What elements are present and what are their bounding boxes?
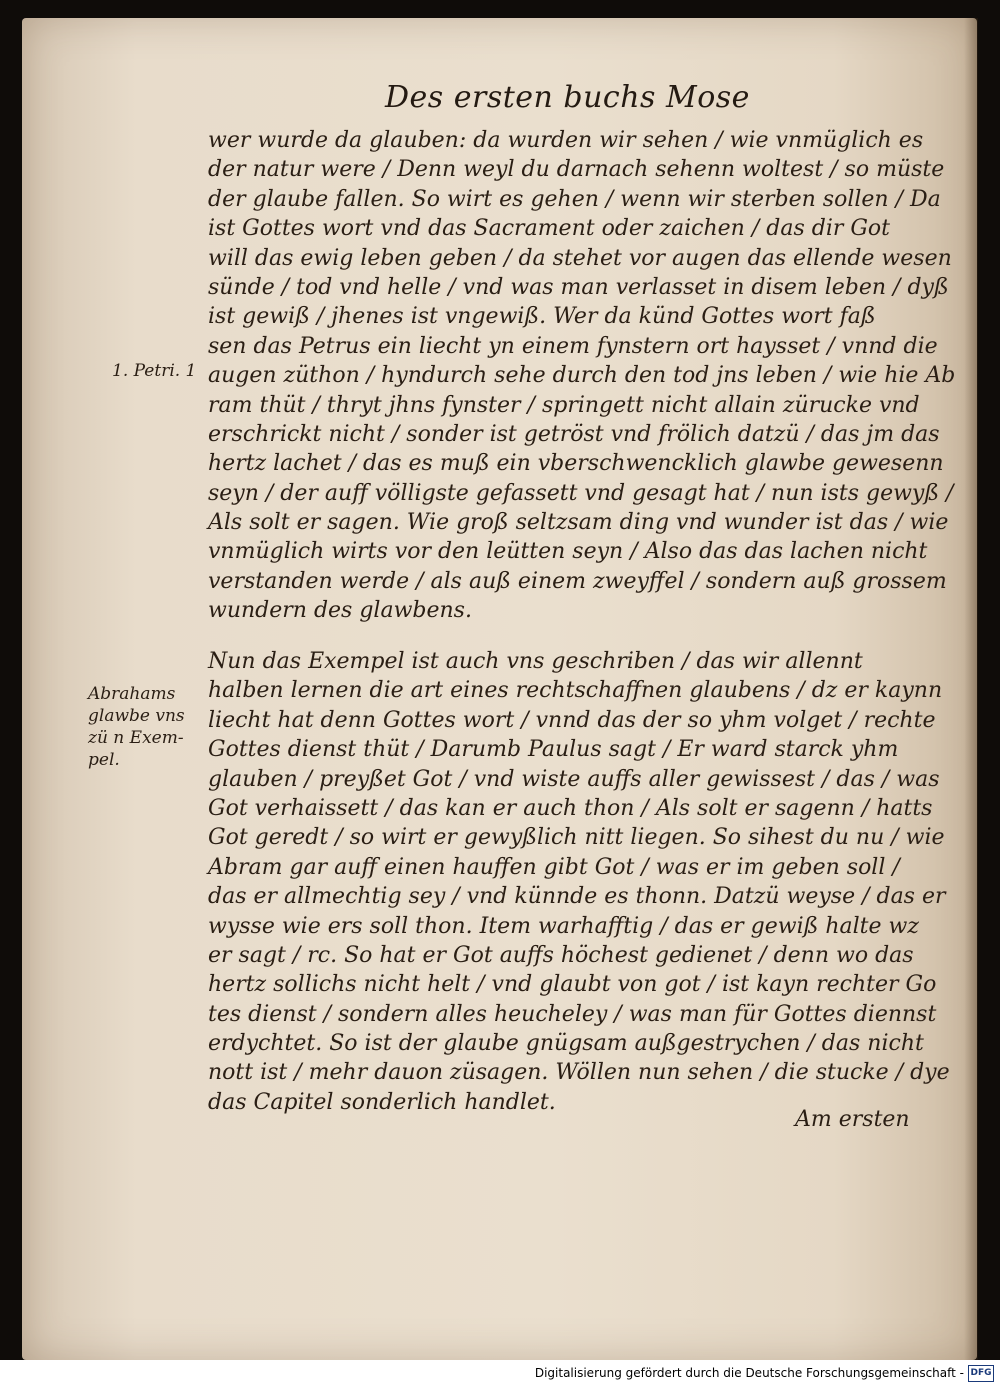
text-line: Als solt er sagen. Wie groß seltzsam ding vnd wunder ist das / wie: [208, 510, 949, 536]
text-line: vnmüglich wirts vor den leütten seyn / Also das das lachen nicht: [208, 539, 928, 565]
footer-bar: [0, 1360, 1000, 1387]
text-line: erschrickt nicht / sonder ist getröst vnd frölich datzü / das jm das: [208, 421, 940, 447]
paragraph-2: [208, 647, 950, 1117]
text-line: Gottes dienst thüt / Darumb Paulus sagt / Er ward starck yhm: [208, 737, 899, 763]
text-line: das Capitel sonderlich handlet.: [208, 1089, 556, 1115]
text-line: ist gewiß / jhenes ist vngewiß. Wer da künd Gottes wort faß: [208, 304, 876, 330]
text-line: Abram gar auff einen hauffen gibt Got / was er im geben soll /: [208, 854, 900, 880]
text-line: sünde / tod vnd helle / vnd was man verlasset in disem leben / dyß: [208, 274, 949, 300]
text-line: augen züthon / hyndurch sehe durch den tod jns leben / wie hie Ab: [208, 363, 956, 389]
text-line: wer wurde da glauben: da wurden wir sehen / wie vnmüglich es: [208, 128, 924, 153]
text-line: glauben / preyßet Got / vnd wiste auffs aller gewissest / das / was: [208, 766, 940, 792]
text-line: will das ewig leben geben / da stehet vor augen das ellende wesen: [208, 245, 952, 271]
text-line: tes dienst / sondern alles heucheley / was man für Gottes diennst: [208, 1001, 937, 1027]
page-spine-shadow: [964, 18, 978, 1360]
margin-note-line: zü n Exem-: [88, 728, 184, 748]
text-line: sen das Petrus ein liecht yn einem fynstern ort haysset / vnnd die: [208, 333, 938, 359]
text-line: Got geredt / so wirt er gewyßlich nitt liegen. So sihest du nu / wie: [208, 825, 945, 851]
text-line: der natur were / Denn weyl du darnach sehenn woltest / so müste: [208, 157, 945, 183]
dfg-logo: DFG: [968, 1365, 994, 1382]
margin-note-abrahams: [88, 683, 185, 771]
text-line: er sagt / rc. So hat er Got auffs höchest gedienet / denn wo das: [208, 942, 914, 968]
text-line: liecht hat denn Gottes wort / vnnd das der so yhm volget / rechte: [208, 707, 936, 733]
text-line: der glaube fallen. So wirt es gehen / wenn wir sterben sollen / Da: [208, 186, 941, 212]
margin-note-petri: 1. Petri. 1: [112, 361, 197, 381]
margin-note-line: glawbe vns: [88, 706, 185, 726]
text-line: seyn / der auff völligste gefassett vnd gesagt hat / nun ists gewyß /: [208, 480, 954, 506]
text-line: hertz sollichs nicht helt / vnd glaubt von got / ist kayn rechter Go: [208, 972, 937, 998]
text-line: ram thüt / thryt jhns fynster / springett nicht allain zürucke vnd: [208, 392, 920, 418]
text-line: wundern des glawbens.: [208, 598, 472, 624]
text-line: erdychtet. So ist der glaube gnügsam außgestrychen / das nicht: [208, 1031, 924, 1057]
funding-credit: Digitalisierung gefördert durch die Deutsche Forschungsgemeinschaft -: [534, 1366, 964, 1380]
text-line: Got verhaissett / das kan er auch thon / Als solt er sagenn / hatts: [208, 795, 933, 821]
text-line: Nun das Exempel ist auch vns geschriben / das wir allennt: [208, 649, 863, 674]
text-line: verstanden werde / als auß einem zweyffel / sondern auß grossem: [208, 568, 947, 594]
text-line: ist Gottes wort vnd das Sacrament oder zaichen / das dir Got: [208, 216, 891, 242]
text-line: wysse wie ers soll thon. Item warhafftig / das er gewiß halte wz: [208, 913, 919, 939]
text-line: nott ist / mehr dauon züsagen. Wöllen nun sehen / die stucke / dye: [208, 1060, 950, 1086]
text-line: hertz lachet / das es muß ein vberschwencklich glawbe gewesenn: [208, 451, 944, 477]
running-header: Des ersten buchs Mose: [385, 80, 750, 115]
text-line: halben lernen die art eines rechtschaffnen glaubens / dz er kaynn: [208, 678, 943, 704]
margin-note-line: pel.: [88, 750, 120, 770]
catchword: Am ersten: [795, 1107, 910, 1132]
text-line: das er allmechtig sey / vnd künnde es thonn. Datzü weyse / das er: [208, 884, 946, 910]
margin-note-line: Abrahams: [88, 684, 176, 704]
paragraph-1: [208, 126, 956, 626]
